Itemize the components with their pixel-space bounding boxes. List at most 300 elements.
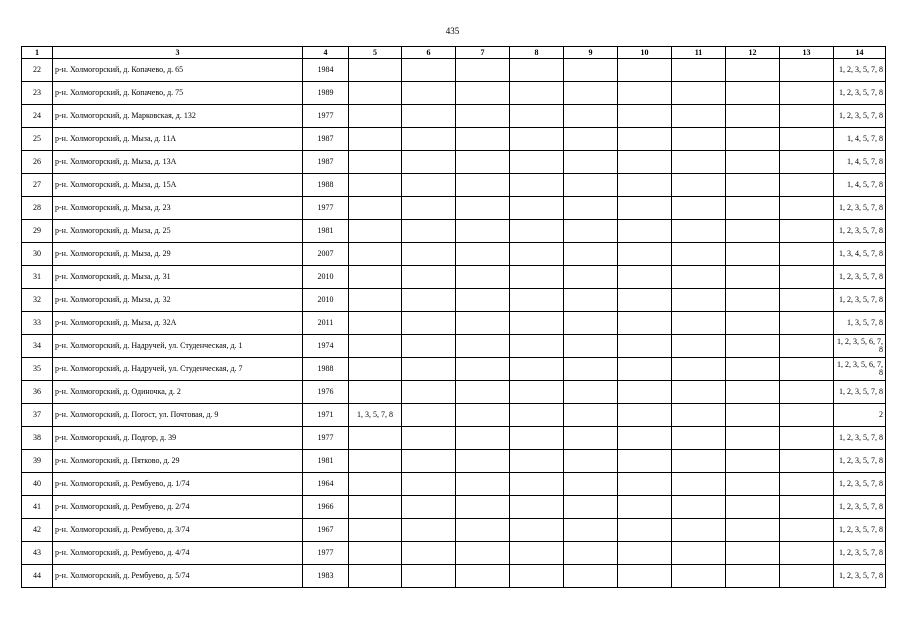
address-cell: р-н. Холмогорский, д. Пятково, д. 29 [53, 450, 303, 473]
column-6-cell [402, 312, 456, 335]
column-6-cell [402, 519, 456, 542]
row-number-cell: 24 [22, 105, 53, 128]
row-number-cell: 28 [22, 197, 53, 220]
year-cell: 1987 [303, 128, 349, 151]
row-number-cell: 29 [22, 220, 53, 243]
column-13-cell [780, 565, 834, 588]
column-7-cell [456, 404, 510, 427]
column-11-cell [672, 404, 726, 427]
year-cell: 2010 [303, 266, 349, 289]
column-7-cell [456, 519, 510, 542]
column-11-cell [672, 381, 726, 404]
column-5-cell [349, 220, 402, 243]
table-row [22, 105, 886, 128]
column-header-10: 10 [618, 47, 672, 59]
column-14-cell: 1, 2, 3, 5, 7, 8 [834, 381, 886, 404]
column-13-cell [780, 82, 834, 105]
column-13-cell [780, 404, 834, 427]
column-8-cell [510, 427, 564, 450]
row-number-cell: 40 [22, 473, 53, 496]
column-12-cell [726, 59, 780, 82]
year-cell: 1977 [303, 427, 349, 450]
column-8-cell [510, 128, 564, 151]
data-table [21, 46, 886, 588]
column-12-cell [726, 565, 780, 588]
column-9-cell [564, 243, 618, 266]
table-row [22, 473, 886, 496]
column-7-cell [456, 427, 510, 450]
table-row [22, 519, 886, 542]
column-header-7: 7 [456, 47, 510, 59]
year-cell: 2011 [303, 312, 349, 335]
year-cell: 1977 [303, 542, 349, 565]
column-8-cell [510, 519, 564, 542]
year-cell: 1984 [303, 59, 349, 82]
row-number-cell: 42 [22, 519, 53, 542]
address-cell: р-н. Холмогорский, д. Мыза, д. 15А [53, 174, 303, 197]
column-8-cell [510, 105, 564, 128]
column-6-cell [402, 128, 456, 151]
column-14-cell: 1, 2, 3, 5, 7, 8 [834, 473, 886, 496]
column-5-cell [349, 174, 402, 197]
column-5-cell [349, 82, 402, 105]
column-10-cell [618, 59, 672, 82]
column-9-cell [564, 105, 618, 128]
column-12-cell [726, 197, 780, 220]
table-row [22, 542, 886, 565]
column-11-cell [672, 197, 726, 220]
column-10-cell [618, 197, 672, 220]
column-7-cell [456, 496, 510, 519]
column-5-cell [349, 243, 402, 266]
column-5-cell [349, 105, 402, 128]
column-8-cell [510, 335, 564, 358]
column-9-cell [564, 335, 618, 358]
column-6-cell [402, 266, 456, 289]
column-6-cell [402, 197, 456, 220]
column-5-cell [349, 289, 402, 312]
column-12-cell [726, 266, 780, 289]
column-9-cell [564, 519, 618, 542]
row-number-cell: 36 [22, 381, 53, 404]
table-row [22, 565, 886, 588]
column-9-cell [564, 542, 618, 565]
column-13-cell [780, 473, 834, 496]
column-12-cell [726, 358, 780, 381]
column-7-cell [456, 335, 510, 358]
column-13-cell [780, 151, 834, 174]
column-5-cell [349, 151, 402, 174]
column-11-cell [672, 312, 726, 335]
column-7-cell [456, 312, 510, 335]
column-5-cell [349, 565, 402, 588]
year-cell: 1967 [303, 519, 349, 542]
column-7-cell [456, 473, 510, 496]
column-6-cell [402, 473, 456, 496]
row-number-cell: 27 [22, 174, 53, 197]
column-13-cell [780, 197, 834, 220]
address-cell: р-н. Холмогорский, д. Рембуево, д. 5/74 [53, 565, 303, 588]
row-number-cell: 31 [22, 266, 53, 289]
column-12-cell [726, 128, 780, 151]
column-14-cell: 1, 2, 3, 5, 7, 8 [834, 82, 886, 105]
address-cell: р-н. Холмогорский, д. Рембуево, д. 2/74 [53, 496, 303, 519]
column-13-cell [780, 335, 834, 358]
column-13-cell [780, 542, 834, 565]
column-9-cell [564, 473, 618, 496]
column-10-cell [618, 404, 672, 427]
column-10-cell [618, 358, 672, 381]
column-14-cell: 1, 2, 3, 5, 7, 8 [834, 519, 886, 542]
year-cell: 1971 [303, 404, 349, 427]
column-12-cell [726, 381, 780, 404]
column-12-cell [726, 289, 780, 312]
column-6-cell [402, 381, 456, 404]
table-row [22, 197, 886, 220]
column-6-cell [402, 565, 456, 588]
column-5-cell [349, 335, 402, 358]
column-11-cell [672, 289, 726, 312]
column-6-cell [402, 151, 456, 174]
row-number-cell: 35 [22, 358, 53, 381]
column-header-8: 8 [510, 47, 564, 59]
year-cell: 1977 [303, 197, 349, 220]
column-9-cell [564, 289, 618, 312]
address-cell: р-н. Холмогорский, д. Марковская, д. 132 [53, 105, 303, 128]
column-header-12: 12 [726, 47, 780, 59]
column-10-cell [618, 289, 672, 312]
column-13-cell [780, 266, 834, 289]
column-13-cell [780, 358, 834, 381]
column-9-cell [564, 82, 618, 105]
address-cell: р-н. Холмогорский, д. Рембуево, д. 3/74 [53, 519, 303, 542]
column-6-cell [402, 220, 456, 243]
column-6-cell [402, 427, 456, 450]
page-number: 435 [445, 26, 460, 36]
column-14-cell: 1, 2, 3, 5, 6, 7, 8 [834, 335, 886, 358]
column-13-cell [780, 496, 834, 519]
column-5-cell [349, 358, 402, 381]
column-13-cell [780, 59, 834, 82]
address-cell: р-н. Холмогорский, д. Надручей, ул. Студенческая, д. 7 [53, 358, 303, 381]
column-7-cell [456, 565, 510, 588]
column-13-cell [780, 220, 834, 243]
column-12-cell [726, 450, 780, 473]
column-9-cell [564, 404, 618, 427]
column-12-cell [726, 243, 780, 266]
table-row [22, 289, 886, 312]
column-10-cell [618, 427, 672, 450]
column-13-cell [780, 381, 834, 404]
column-10-cell [618, 542, 672, 565]
table-row [22, 243, 886, 266]
column-11-cell [672, 358, 726, 381]
column-13-cell [780, 174, 834, 197]
column-12-cell [726, 519, 780, 542]
column-14-cell: 1, 2, 3, 5, 7, 8 [834, 542, 886, 565]
address-cell: р-н. Холмогорский, д. Копачево, д. 75 [53, 82, 303, 105]
column-9-cell [564, 174, 618, 197]
column-7-cell [456, 220, 510, 243]
table-row [22, 450, 886, 473]
column-12-cell [726, 404, 780, 427]
column-8-cell [510, 542, 564, 565]
column-5-cell: 1, 3, 5, 7, 8 [349, 404, 402, 427]
column-9-cell [564, 151, 618, 174]
column-10-cell [618, 243, 672, 266]
column-14-cell: 1, 2, 3, 5, 7, 8 [834, 496, 886, 519]
column-10-cell [618, 312, 672, 335]
column-12-cell [726, 542, 780, 565]
column-14-cell: 1, 2, 3, 5, 7, 8 [834, 59, 886, 82]
address-cell: р-н. Холмогорский, д. Надручей, ул. Студенческая, д. 1 [53, 335, 303, 358]
column-9-cell [564, 565, 618, 588]
column-5-cell [349, 542, 402, 565]
address-cell: р-н. Холмогорский, д. Мыза, д. 32 [53, 289, 303, 312]
column-14-cell: 1, 2, 3, 5, 6, 7, 8 [834, 358, 886, 381]
column-10-cell [618, 82, 672, 105]
column-6-cell [402, 289, 456, 312]
column-9-cell [564, 266, 618, 289]
column-12-cell [726, 220, 780, 243]
column-10-cell [618, 450, 672, 473]
table-row [22, 151, 886, 174]
column-8-cell [510, 220, 564, 243]
row-number-cell: 38 [22, 427, 53, 450]
column-7-cell [456, 381, 510, 404]
column-14-cell: 1, 4, 5, 7, 8 [834, 151, 886, 174]
column-13-cell [780, 243, 834, 266]
column-11-cell [672, 220, 726, 243]
column-6-cell [402, 243, 456, 266]
table-row [22, 59, 886, 82]
address-cell: р-н. Холмогорский, д. Подгор, д. 39 [53, 427, 303, 450]
column-8-cell [510, 151, 564, 174]
column-header-6: 6 [402, 47, 456, 59]
row-number-cell: 25 [22, 128, 53, 151]
column-9-cell [564, 220, 618, 243]
year-cell: 1989 [303, 82, 349, 105]
column-10-cell [618, 473, 672, 496]
column-14-cell: 1, 2, 3, 5, 7, 8 [834, 565, 886, 588]
table-row [22, 266, 886, 289]
table-row [22, 312, 886, 335]
column-11-cell [672, 266, 726, 289]
column-9-cell [564, 358, 618, 381]
column-8-cell [510, 450, 564, 473]
column-11-cell [672, 519, 726, 542]
column-6-cell [402, 105, 456, 128]
column-11-cell [672, 128, 726, 151]
address-cell: р-н. Холмогорский, д. Одиночка, д. 2 [53, 381, 303, 404]
column-7-cell [456, 289, 510, 312]
column-9-cell [564, 197, 618, 220]
year-cell: 2007 [303, 243, 349, 266]
column-7-cell [456, 59, 510, 82]
table-row [22, 404, 886, 427]
column-5-cell [349, 427, 402, 450]
column-12-cell [726, 496, 780, 519]
column-13-cell [780, 128, 834, 151]
column-11-cell [672, 542, 726, 565]
column-5-cell [349, 128, 402, 151]
table-row [22, 381, 886, 404]
address-cell: р-н. Холмогорский, д. Погост, ул. Почтовая, д. 9 [53, 404, 303, 427]
column-11-cell [672, 565, 726, 588]
column-header-11: 11 [672, 47, 726, 59]
column-8-cell [510, 266, 564, 289]
column-10-cell [618, 519, 672, 542]
column-9-cell [564, 381, 618, 404]
column-header-9: 9 [564, 47, 618, 59]
column-6-cell [402, 542, 456, 565]
row-number-cell: 32 [22, 289, 53, 312]
column-10-cell [618, 335, 672, 358]
column-9-cell [564, 59, 618, 82]
column-header-4: 4 [303, 47, 349, 59]
column-7-cell [456, 128, 510, 151]
table-row [22, 358, 886, 381]
column-6-cell [402, 496, 456, 519]
column-12-cell [726, 105, 780, 128]
address-cell: р-н. Холмогорский, д. Копачево, д. 65 [53, 59, 303, 82]
column-8-cell [510, 174, 564, 197]
column-7-cell [456, 542, 510, 565]
year-cell: 2010 [303, 289, 349, 312]
row-number-cell: 33 [22, 312, 53, 335]
column-11-cell [672, 243, 726, 266]
column-6-cell [402, 174, 456, 197]
address-cell: р-н. Холмогорский, д. Рембуево, д. 1/74 [53, 473, 303, 496]
column-8-cell [510, 473, 564, 496]
column-6-cell [402, 335, 456, 358]
row-number-cell: 41 [22, 496, 53, 519]
column-5-cell [349, 312, 402, 335]
column-11-cell [672, 473, 726, 496]
column-14-cell: 1, 4, 5, 7, 8 [834, 128, 886, 151]
column-11-cell [672, 496, 726, 519]
column-11-cell [672, 105, 726, 128]
year-cell: 1983 [303, 565, 349, 588]
column-13-cell [780, 105, 834, 128]
column-13-cell [780, 519, 834, 542]
column-14-cell: 1, 3, 4, 5, 7, 8 [834, 243, 886, 266]
column-header-13: 13 [780, 47, 834, 59]
column-11-cell [672, 151, 726, 174]
year-cell: 1974 [303, 335, 349, 358]
column-10-cell [618, 496, 672, 519]
column-7-cell [456, 105, 510, 128]
column-7-cell [456, 266, 510, 289]
column-header-14: 14 [834, 47, 886, 59]
column-12-cell [726, 427, 780, 450]
year-cell: 1977 [303, 105, 349, 128]
column-5-cell [349, 450, 402, 473]
column-5-cell [349, 496, 402, 519]
column-8-cell [510, 243, 564, 266]
address-cell: р-н. Холмогорский, д. Мыза, д. 13А [53, 151, 303, 174]
column-header-1: 1 [22, 47, 53, 59]
column-8-cell [510, 82, 564, 105]
address-cell: р-н. Холмогорский, д. Мыза, д. 25 [53, 220, 303, 243]
column-8-cell [510, 496, 564, 519]
year-cell: 1981 [303, 450, 349, 473]
year-cell: 1987 [303, 151, 349, 174]
column-12-cell [726, 473, 780, 496]
column-12-cell [726, 335, 780, 358]
table-row [22, 128, 886, 151]
column-6-cell [402, 59, 456, 82]
year-cell: 1988 [303, 358, 349, 381]
column-6-cell [402, 404, 456, 427]
column-7-cell [456, 450, 510, 473]
column-11-cell [672, 427, 726, 450]
column-10-cell [618, 128, 672, 151]
header-row [22, 47, 886, 59]
column-14-cell: 1, 2, 3, 5, 7, 8 [834, 266, 886, 289]
column-10-cell [618, 266, 672, 289]
column-10-cell [618, 105, 672, 128]
column-14-cell: 1, 3, 5, 7, 8 [834, 312, 886, 335]
column-9-cell [564, 427, 618, 450]
column-5-cell [349, 59, 402, 82]
column-8-cell [510, 381, 564, 404]
column-7-cell [456, 243, 510, 266]
year-cell: 1988 [303, 174, 349, 197]
column-7-cell [456, 174, 510, 197]
row-number-cell: 26 [22, 151, 53, 174]
table-row [22, 174, 886, 197]
column-14-cell: 1, 2, 3, 5, 7, 8 [834, 220, 886, 243]
address-cell: р-н. Холмогорский, д. Мыза, д. 11А [53, 128, 303, 151]
column-7-cell [456, 151, 510, 174]
column-9-cell [564, 450, 618, 473]
column-6-cell [402, 82, 456, 105]
column-14-cell: 1, 2, 3, 5, 7, 8 [834, 197, 886, 220]
year-cell: 1981 [303, 220, 349, 243]
column-9-cell [564, 496, 618, 519]
row-number-cell: 23 [22, 82, 53, 105]
column-8-cell [510, 289, 564, 312]
table-row [22, 335, 886, 358]
column-12-cell [726, 312, 780, 335]
column-11-cell [672, 59, 726, 82]
column-10-cell [618, 565, 672, 588]
column-14-cell: 1, 2, 3, 5, 7, 8 [834, 105, 886, 128]
column-14-cell: 1, 4, 5, 7, 8 [834, 174, 886, 197]
address-cell: р-н. Холмогорский, д. Мыза, д. 32А [53, 312, 303, 335]
row-number-cell: 43 [22, 542, 53, 565]
column-8-cell [510, 358, 564, 381]
address-cell: р-н. Холмогорский, д. Рембуево, д. 4/74 [53, 542, 303, 565]
table-row [22, 220, 886, 243]
table-row [22, 82, 886, 105]
column-9-cell [564, 312, 618, 335]
row-number-cell: 22 [22, 59, 53, 82]
column-header-5: 5 [349, 47, 402, 59]
address-cell: р-н. Холмогорский, д. Мыза, д. 23 [53, 197, 303, 220]
column-9-cell [564, 128, 618, 151]
column-header-3: 3 [53, 47, 303, 59]
column-8-cell [510, 59, 564, 82]
column-5-cell [349, 266, 402, 289]
column-5-cell [349, 519, 402, 542]
table-body [22, 59, 886, 588]
column-6-cell [402, 450, 456, 473]
column-11-cell [672, 174, 726, 197]
year-cell: 1964 [303, 473, 349, 496]
column-12-cell [726, 82, 780, 105]
